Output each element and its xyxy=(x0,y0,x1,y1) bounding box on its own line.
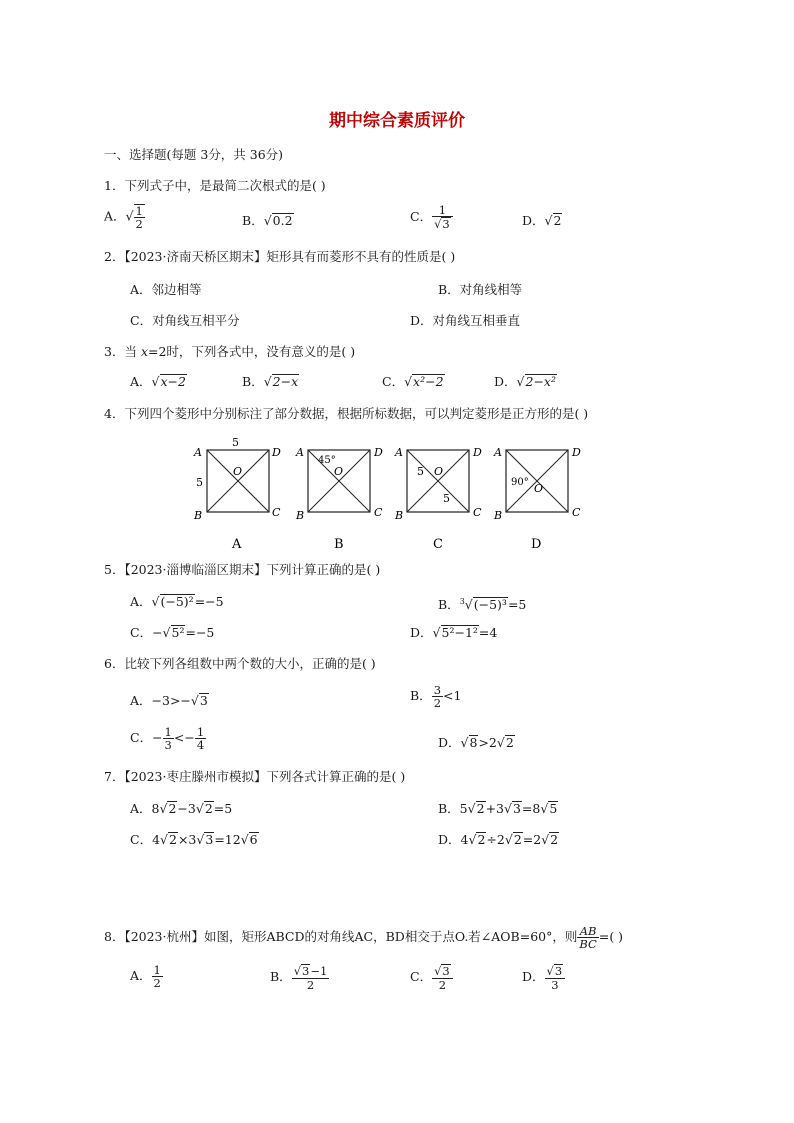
fig-b-vertex-c: C xyxy=(374,506,383,519)
q7-option-d[interactable]: D．4√2÷2√2=2√2 xyxy=(438,832,559,847)
fig-a-vertex-a: A xyxy=(194,446,202,459)
fig-c-vertex-a: A xyxy=(395,446,403,459)
q7-option-a[interactable]: A．8√2−3√2=5 xyxy=(130,801,233,816)
q2-option-a[interactable]: A．邻边相等 xyxy=(130,282,202,297)
section-heading: 一、选择题(每题 3分，共 36分) xyxy=(104,147,284,162)
q8-option-c[interactable]: C． $\frac{√3}{2}$ xyxy=(410,964,453,991)
fig-d-vertex-c: C xyxy=(572,506,581,519)
q2-option-d[interactable]: D．对角线互相垂直 xyxy=(410,313,521,328)
figure-b xyxy=(295,446,383,552)
figure-a xyxy=(193,436,281,552)
q7-option-c[interactable]: C．4√2×3√3=12√6 xyxy=(130,832,258,847)
fig-b-center-o: O xyxy=(334,465,344,478)
fig-d-center-o: O xyxy=(534,482,544,495)
question-7-stem: 7．【2023·枣庄滕州市模拟】下列各式计算正确的是( ) xyxy=(104,769,406,784)
q2-option-c[interactable]: C．对角线互相平分 xyxy=(130,313,240,328)
question-3-stem: 3．当 x=2时，下列各式中，没有意义的是( ) xyxy=(104,344,356,359)
question-5-stem: 5．【2023·淄博临淄区期末】下列计算正确的是( ) xyxy=(104,562,381,577)
question-1-stem: 1．下列式子中，是最简二次根式的是( ) xyxy=(104,178,326,193)
fig-a-vertex-b: B xyxy=(194,509,203,522)
fig-a-vertex-d: D xyxy=(272,446,281,459)
fig-d-vertex-a: A xyxy=(494,446,502,459)
fig-c-vertex-b: B xyxy=(395,509,404,522)
question-6-stem: 6．比较下列各组数中两个数的大小，正确的是( ) xyxy=(104,656,376,671)
q2-option-b[interactable]: B．对角线相等 xyxy=(438,282,523,297)
fig-a-caption: A xyxy=(232,537,242,552)
fig-c-caption: C xyxy=(433,537,443,552)
fig-c-label-ao: 5 xyxy=(417,465,424,478)
fig-a-label-left: 5 xyxy=(196,476,203,489)
fig-d-vertex-b: B xyxy=(494,509,503,522)
q8-option-b[interactable]: B． $\frac{√3-1}{2}$ xyxy=(270,964,328,992)
figure-c xyxy=(394,446,482,552)
q3-option-b[interactable]: B．√2−x xyxy=(242,374,299,389)
q3-option-c[interactable]: C．√x²−2 xyxy=(382,374,444,389)
question-4-stem: 4．下列四个菱形中分别标注了部分数据，根据所标数据，可以判定菱形是正方形的是( ) xyxy=(104,406,589,421)
q6-option-a[interactable]: A．−3>−√3 xyxy=(130,693,208,708)
fig-c-vertex-d: D xyxy=(473,446,482,459)
fig-d-caption: D xyxy=(531,537,542,552)
fig-a-vertex-c: C xyxy=(272,506,281,519)
fig-c-vertex-c: C xyxy=(473,506,482,519)
fig-d-angle-label: 90° xyxy=(511,477,529,488)
fig-b-caption: B xyxy=(334,537,344,552)
q8-option-a[interactable]: A． $\frac{1}{2}$ xyxy=(130,963,161,990)
fig-a-center-o: O xyxy=(233,465,243,478)
question-2-stem: 2．【2023·济南天桥区期末】矩形具有而菱形不具有的性质是( ) xyxy=(104,249,456,264)
q1-option-c[interactable]: C． $\frac{1}{√3}$ xyxy=(410,204,453,231)
fig-b-vertex-b: B xyxy=(296,509,305,522)
q8-option-d[interactable]: D． $\frac{√3}{3}$ xyxy=(522,964,565,991)
fig-b-vertex-a: A xyxy=(296,446,304,459)
figure-d xyxy=(493,446,581,552)
q3-option-a[interactable]: A．√x−2 xyxy=(130,374,186,389)
q6-option-b[interactable]: B． $\frac{3}{2}$ <1 xyxy=(410,683,462,710)
q6-option-c[interactable]: C．− $\frac{1}{3}$ <− $\frac{1}{4}$ xyxy=(130,725,205,752)
q3-option-d[interactable]: D．√2−x² xyxy=(494,374,556,389)
q7-option-b[interactable]: B．5√2+3√3=8√5 xyxy=(438,801,558,816)
q1-option-d[interactable]: D．√2 xyxy=(522,213,562,228)
fig-d-vertex-d: D xyxy=(572,446,581,459)
q6-option-d[interactable]: D．√8>2√2 xyxy=(438,735,514,750)
q4-figures xyxy=(190,430,590,555)
fig-c-label-oc: 5 xyxy=(443,492,450,505)
fig-a-label-top: 5 xyxy=(232,436,239,449)
q1-option-a[interactable]: A．√ $\frac{1}{2}$ xyxy=(104,204,143,231)
fig-c-center-o: O xyxy=(434,465,444,478)
q5-option-a[interactable]: A．√(−5)²=−5 xyxy=(130,594,224,609)
q5-option-c[interactable]: C．−√5²=−5 xyxy=(130,625,215,640)
q5-option-d[interactable]: D．√5²−1²=4 xyxy=(410,625,498,640)
fig-b-vertex-d: D xyxy=(374,446,383,459)
q5-option-b[interactable]: B．$^3$√(−5)³=5 xyxy=(438,597,527,613)
fig-b-angle-label: 45° xyxy=(318,455,336,466)
q1-option-b[interactable]: B．√0.2 xyxy=(242,213,293,228)
page-title: 期中综合素质评价 xyxy=(329,111,465,131)
question-8-stem: 8．【2023·杭州】如图，矩形ABCD的对角线AC，BD相交于点O.若∠AOB=60°，则 $\frac{AB}{BC}$ =( ) xyxy=(104,924,624,951)
